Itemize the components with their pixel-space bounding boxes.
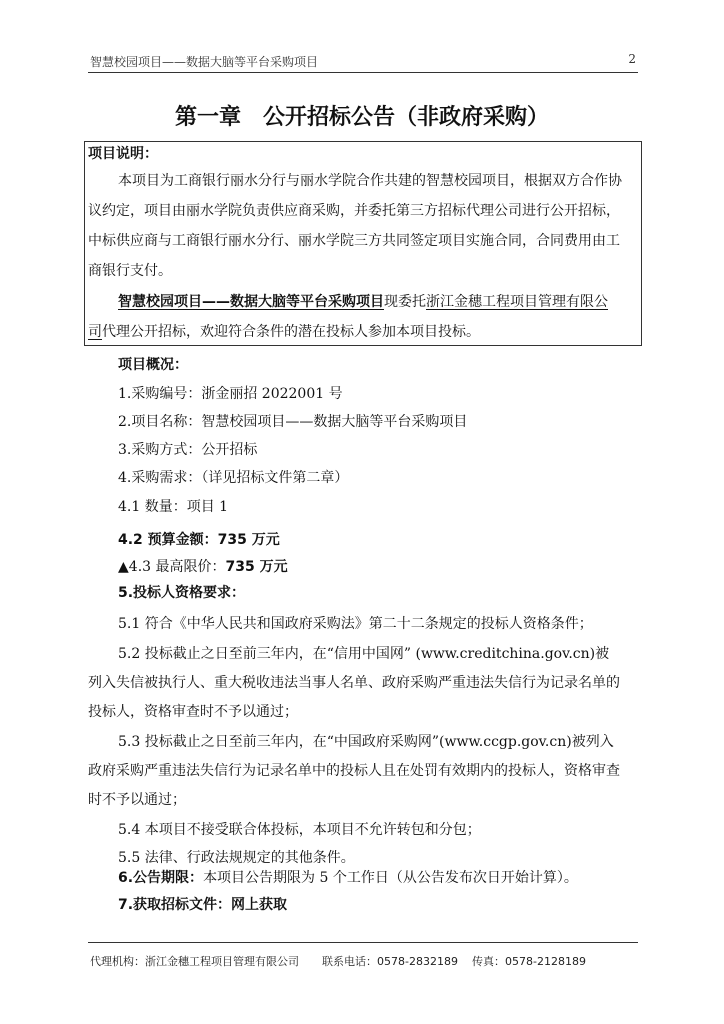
qualification-item: 投标人，资格审查时不予以通过；: [88, 704, 298, 720]
notice-para1-line: 商银行支付。: [88, 263, 172, 279]
notice-period-label: 6.公告期限：: [118, 870, 204, 886]
qualification-item: 5.3 投标截止之日至前三年内，在“中国政府采购网”(www.ccgp.gov.cn)被列入: [118, 734, 614, 750]
qualification-item: 时不予以通过；: [88, 792, 186, 808]
page-header: [88, 50, 638, 73]
notice-heading: 项目说明：: [88, 146, 158, 162]
chapter-number: 第一章: [174, 105, 241, 130]
qualification-item: 5.5 法律、行政法规规定的其他条件。: [118, 850, 355, 866]
notice-para2-line: [118, 292, 608, 312]
notice-period-line: [118, 868, 578, 888]
qualification-item: 5.1 符合《中华人民共和国政府采购法》第二十二条规定的投标人资格条件；: [118, 616, 593, 632]
chapter-heading: 公开招标公告（非政府采购）: [263, 105, 550, 130]
qualification-item: 5.4 本项目不接受联合体投标，本项目不允许转包和分包；: [118, 822, 481, 838]
overview-item: 1.采购编号：浙金丽招 2022001 号: [118, 386, 343, 402]
overview-item: 3.采购方式：公开招标: [118, 442, 258, 458]
notice-para2-line: [88, 322, 480, 342]
agency-name-underlined-cont: 司: [88, 324, 102, 340]
notice-period-text: 本项目公告期限为 5 个工作日（从公告发布次日开始计算）。: [203, 870, 578, 886]
max-price-line: [118, 557, 288, 577]
max-price-label: 4.3 最高限价：: [128, 559, 226, 575]
qualification-item: 政府采购严重违法失信行为记录名单中的投标人且在处罚有效期内的投标人，资格审查: [88, 763, 620, 779]
header-doc-title: 智慧校园项目——数据大脑等平台采购项目: [90, 55, 319, 69]
notice-para2-mid: 现委托: [384, 294, 426, 310]
overview-heading: 项目概况：: [118, 357, 188, 373]
project-name-link: 智慧校园项目——数据大脑等平台采购项目: [118, 294, 384, 310]
budget-amount: 4.2 预算金额：735 万元: [118, 532, 280, 548]
max-price-value: 735 万元: [225, 559, 288, 575]
qualification-heading: 5.投标人资格要求：: [118, 585, 246, 601]
notice-para1-line: 中标供应商与工商银行丽水分行、丽水学院三方共同签定项目实施合同，合同费用由工: [88, 233, 620, 249]
triangle-marker-icon: ▲: [118, 559, 129, 575]
footer-agency: 代理机构：浙江金穗工程项目管理有限公司: [90, 955, 299, 968]
notice-para2-end: 代理公开招标，欢迎符合条件的潜在投标人参加本项目投标。: [102, 324, 480, 340]
overview-item: 2.项目名称：智慧校园项目——数据大脑等平台采购项目: [118, 414, 468, 430]
notice-para1-line: 本项目为工商银行丽水分行与丽水学院合作共建的智慧校园项目，根据双方合作协: [118, 173, 622, 189]
page-footer: [88, 942, 638, 973]
footer-phone: 联系电话：0578-2832189: [322, 955, 458, 968]
obtain-documents-heading: 7.获取招标文件：网上获取: [118, 897, 288, 913]
footer-fax: 传真：0578-2128189: [472, 955, 586, 968]
overview-item: 4.1 数量：项目 1: [118, 499, 229, 515]
chapter-title: [0, 100, 724, 131]
overview-item: 4.采购需求：（详见招标文件第二章）: [118, 470, 349, 486]
notice-para1-line: 议约定，项目由丽水学院负责供应商采购，并委托第三方招标代理公司进行公开招标，: [88, 203, 620, 219]
agency-name-underlined: 浙江金穗工程项目管理有限公: [426, 294, 608, 310]
page-number: 2: [628, 52, 636, 66]
qualification-item: 5.2 投标截止之日至前三年内，在“信用中国网” (www.creditchina.gov.cn)被: [118, 646, 610, 662]
qualification-item: 列入失信被执行人、重大税收违法当事人名单、政府采购严重违法失信行为记录名单的: [88, 675, 620, 691]
